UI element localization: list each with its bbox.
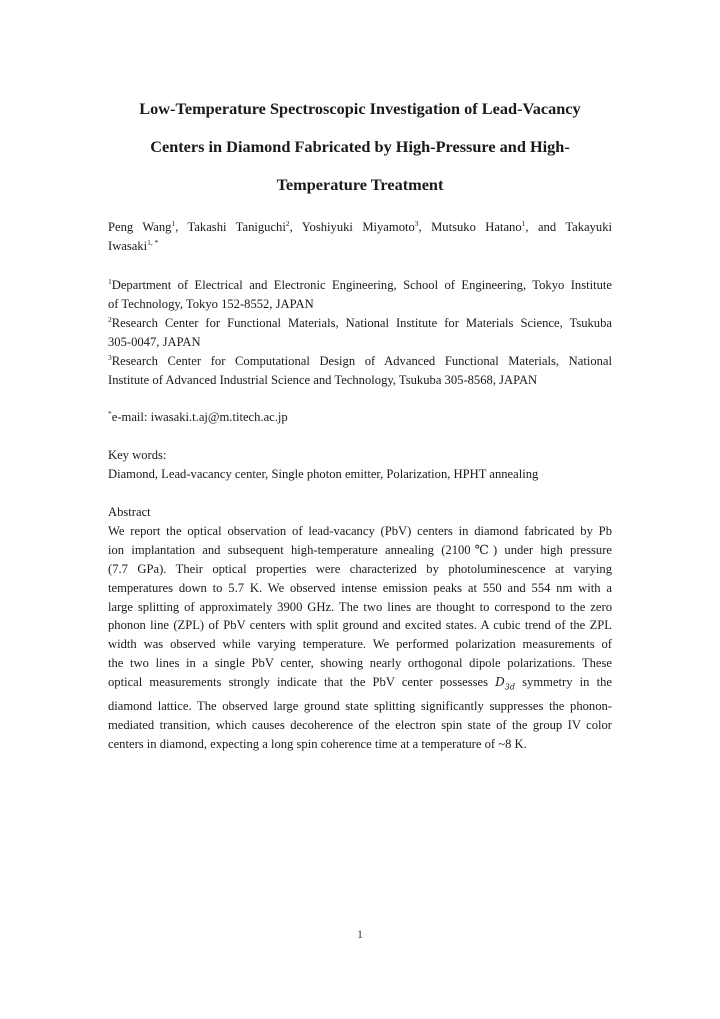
abstract-line: (7.7 GPa). Their optical properties were characterized by photoluminescence at varying — [108, 561, 612, 576]
affil-marker: 1 — [521, 219, 526, 228]
abstract-line: phonon line (ZPL) of PbV centers with split ground and excited states. A cubic trend of the ZPL — [108, 618, 612, 633]
affiliation-text: Department of Electrical and Electronic Engineering, School of Engineering, Tokyo Institute — [111, 278, 612, 292]
email-text: e-mail: iwasaki.t.aj@m.titech.ac.jp — [111, 410, 288, 424]
author-name: , Mutsuko Hatano — [418, 220, 522, 234]
author-line — [108, 218, 612, 237]
affiliation-line: 305-0047, JAPAN — [108, 335, 201, 349]
math-subscript: 3d — [504, 682, 516, 692]
affil-marker: 1 — [171, 219, 176, 228]
affil-marker: 2 — [108, 315, 112, 324]
affil-marker: 2 — [285, 219, 290, 228]
abstract-line: mediated transition, which causes decoherence of the electron spin state of the group IV color — [108, 718, 612, 733]
affiliation-line — [108, 276, 612, 295]
author-list — [108, 218, 612, 256]
abstract-line: centers in diamond, expecting a long spin coherence time at a temperature of ~8 K. — [108, 737, 527, 752]
affiliation-line — [108, 352, 612, 371]
keywords-text: Diamond, Lead-vacancy center, Single photon emitter, Polarization, HPHT annealing — [108, 467, 539, 481]
affil-marker: 3 — [414, 219, 419, 228]
page-number: 1 — [357, 929, 363, 941]
abstract-section — [108, 503, 612, 754]
author-line — [108, 237, 612, 256]
keywords-heading: Key words: — [108, 448, 167, 462]
abstract-heading: Abstract — [108, 505, 151, 519]
abstract-line — [108, 673, 612, 697]
abstract-line: width was observed while varying temperature. We performed polarization measurements of — [108, 637, 612, 652]
title-line: Temperature Treatment — [276, 175, 444, 194]
affiliations — [108, 276, 612, 390]
author-name: Peng Wang — [108, 220, 172, 234]
abstract-line: diamond lattice. The observed large ground state splitting significantly suppresses the phonon- — [108, 699, 612, 714]
affiliation-line: of Technology, Tokyo 152-8552, JAPAN — [108, 297, 314, 311]
affil-marker: 1, * — [147, 238, 159, 247]
affil-marker: 1 — [108, 277, 112, 286]
author-name: , and Takayuki — [525, 220, 612, 234]
author-name: , Takashi Taniguchi — [175, 220, 286, 234]
affiliation-line — [108, 314, 612, 333]
abstract-text: symmetry in the — [522, 675, 612, 690]
corresponding-marker: * — [108, 409, 112, 418]
author-name: Iwasaki — [108, 239, 148, 253]
abstract-line: the two lines in a single PbV center, showing nearly orthogonal dipole polarizations. These — [108, 656, 612, 671]
abstract-line: ion implantation and subsequent high-temperature annealing (2100℃) under high pressure — [108, 542, 612, 557]
affiliation-text: Research Center for Computational Design of Advanced Functional Materials, National — [111, 354, 612, 368]
affiliation-line: Institute of Advanced Industrial Science and Technology, Tsukuba 305-8568, JAPAN — [108, 373, 538, 387]
title-line: Centers in Diamond Fabricated by High-Pressure and High- — [150, 137, 570, 156]
math-main: D — [495, 675, 505, 690]
keywords-section — [108, 446, 538, 484]
affil-marker: 3 — [108, 353, 112, 362]
title-line: Low-Temperature Spectroscopic Investigation of Lead-Vacancy — [139, 99, 581, 118]
paper-title — [108, 90, 612, 204]
email-line — [108, 408, 288, 427]
abstract-text: optical measurements strongly indicate that the PbV center possesses — [108, 675, 489, 690]
abstract-line: large splitting of approximately 3900 GHz. The two lines are thought to correspond to the zero — [108, 599, 612, 614]
abstract-line: We report the optical observation of lead-vacancy (PbV) centers in diamond fabricated by Pb — [108, 523, 612, 538]
author-name: , Yoshiyuki Miyamoto — [289, 220, 415, 234]
affiliation-text: Research Center for Functional Materials, National Institute for Materials Science, Tsukuba — [111, 316, 612, 330]
symmetry-symbol — [495, 675, 516, 692]
abstract-line: temperatures down to 5.7 K. We observed intense emission peaks at 550 and 554 nm with a — [108, 580, 612, 595]
